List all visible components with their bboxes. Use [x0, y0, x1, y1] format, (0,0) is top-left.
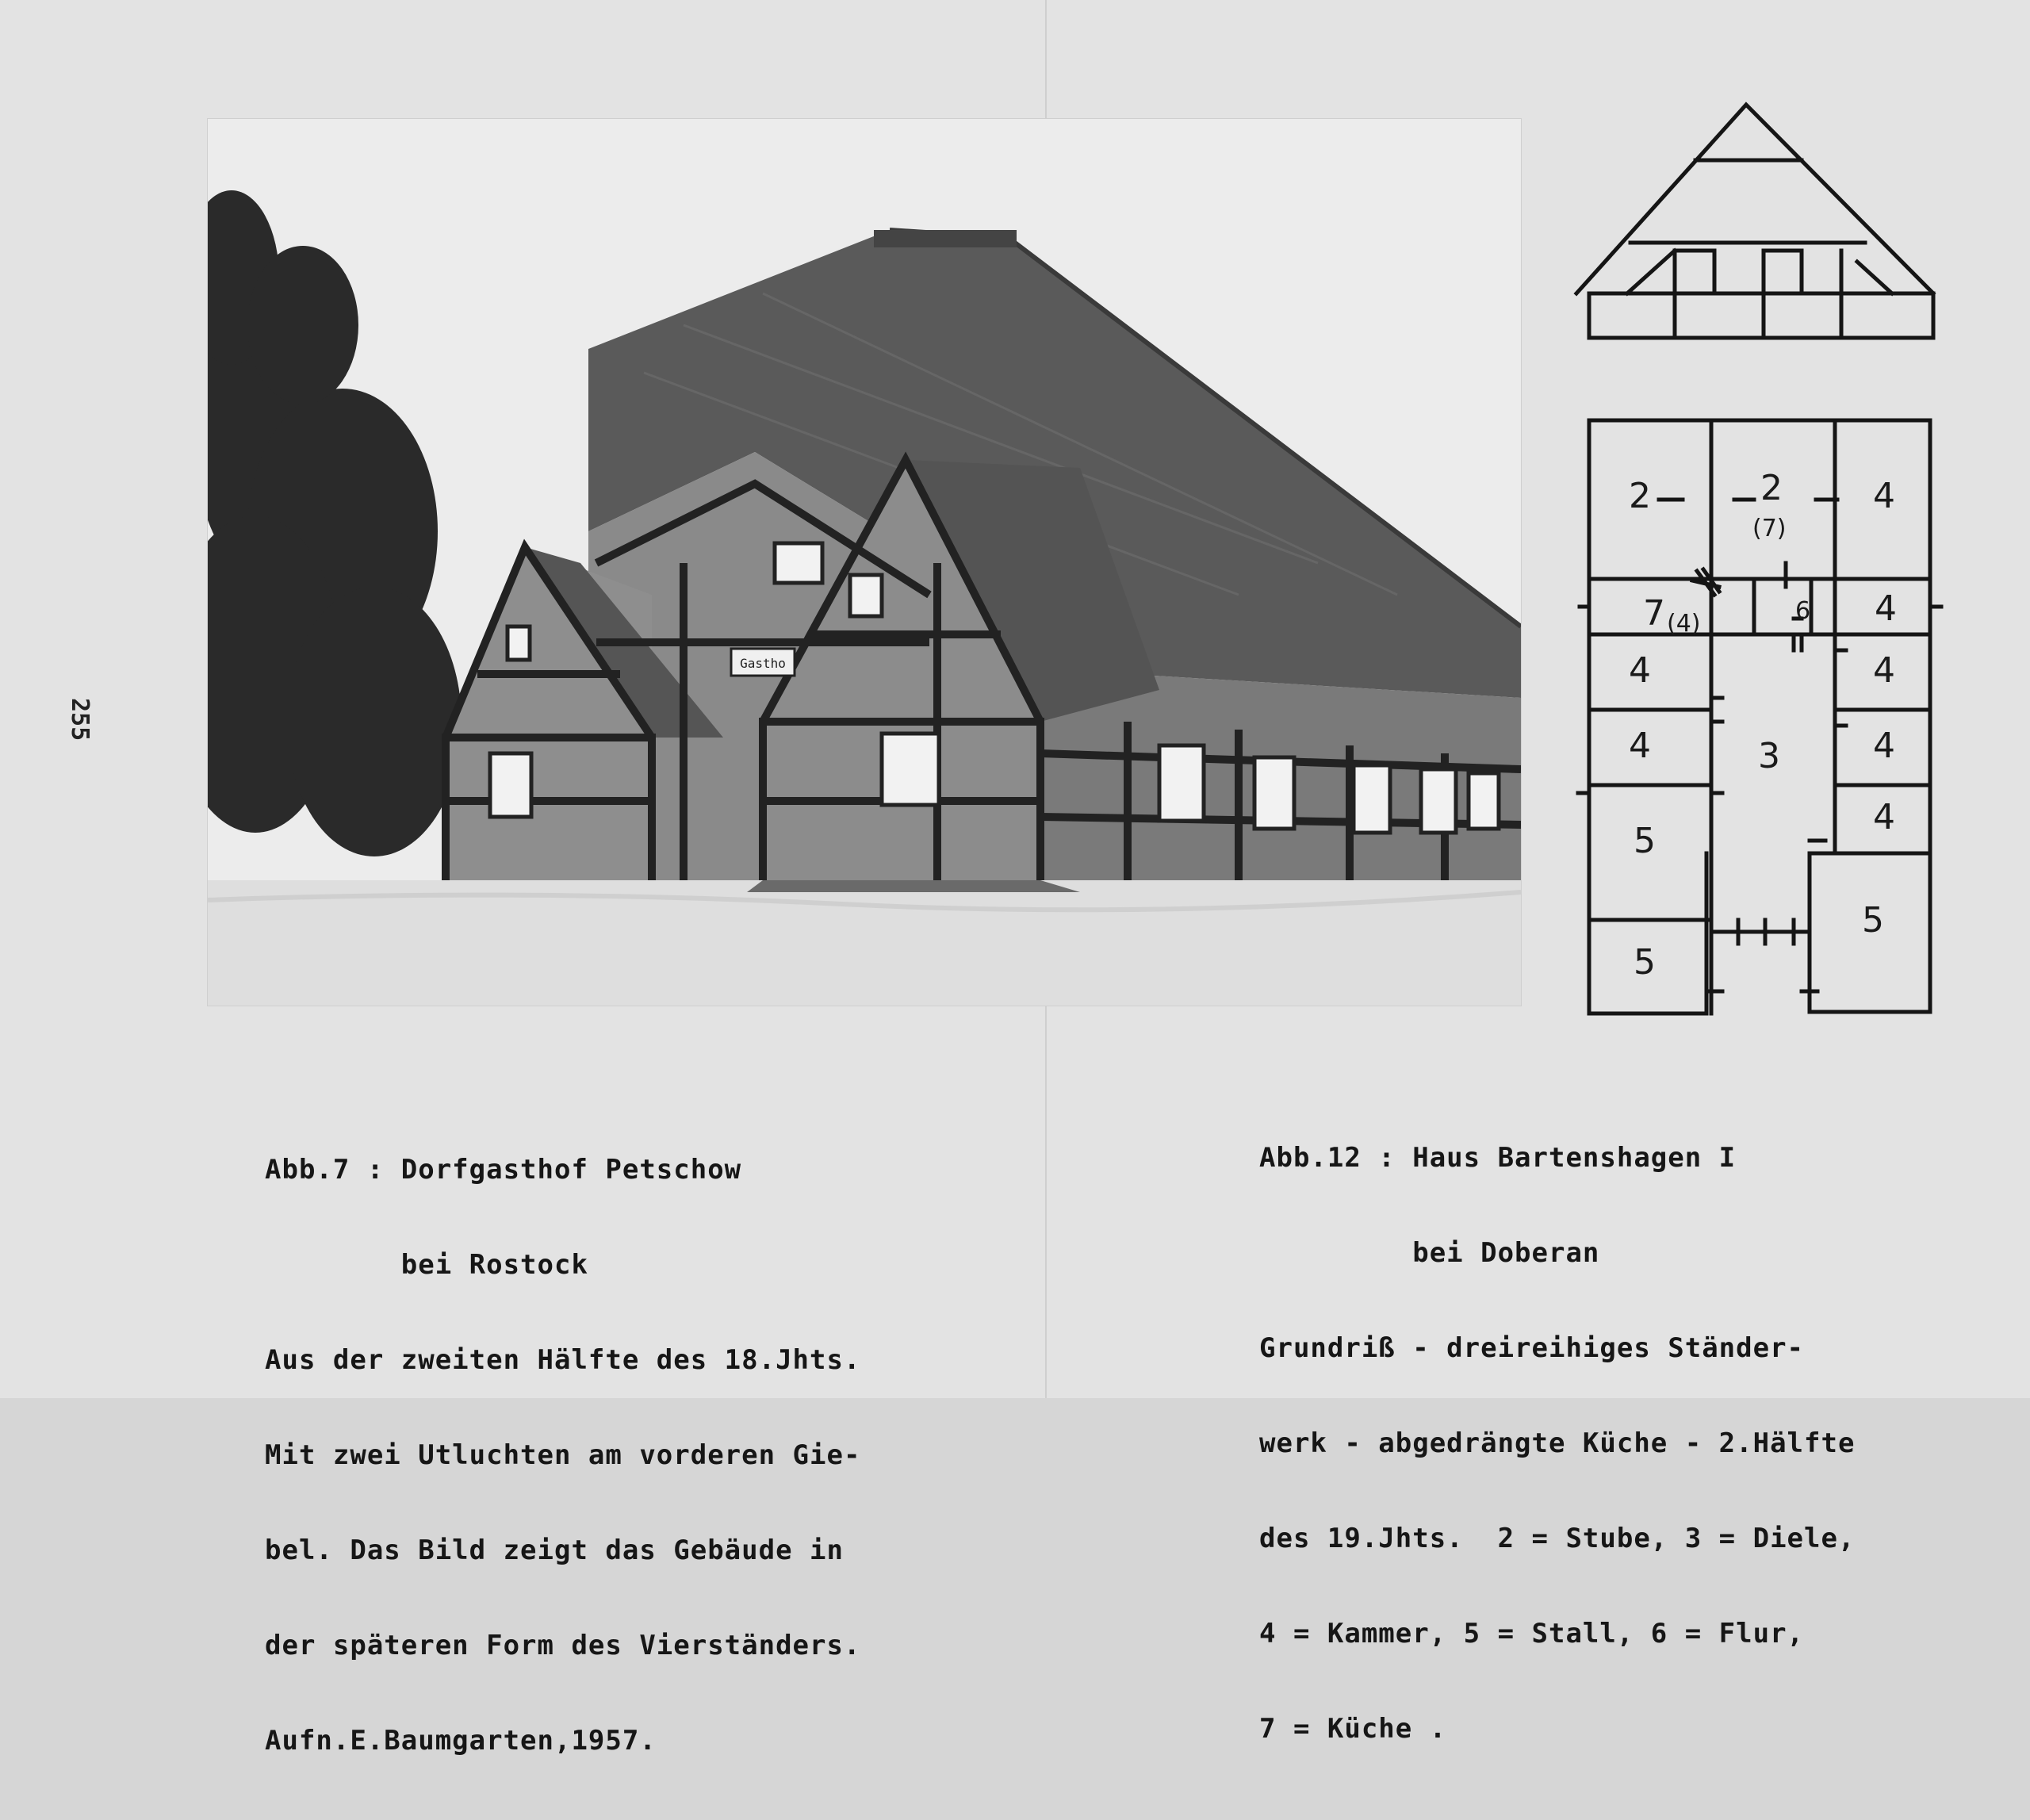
room-label: 6 — [1795, 597, 1811, 625]
photo-dorfgasthof-petschow — [208, 119, 1521, 1006]
room-label: 4 — [1629, 726, 1651, 766]
caption-line: des 19.Jhts. 2 = Stube, 3 = Diele, — [1259, 1523, 1856, 1554]
room-label: 5 — [1634, 942, 1656, 983]
room-label: 4 — [1629, 650, 1651, 691]
room-label: 5 — [1862, 900, 1884, 941]
room-label: 4 — [1875, 588, 1897, 629]
room-label: 4 — [1873, 650, 1895, 691]
caption-line: werk - abgedrängte Küche - 2.Hälfte — [1259, 1427, 1856, 1459]
room-label: 4 — [1873, 476, 1895, 516]
room-label: 4 — [1873, 726, 1895, 766]
caption-line: Aus der zweiten Hälfte des 18.Jhts. — [265, 1344, 861, 1376]
page-number: 255 — [66, 698, 94, 741]
caption-line: bei Doberan — [1259, 1237, 1600, 1269]
caption-line: bei Rostock — [265, 1249, 588, 1281]
caption-line: Abb.12 : Haus Bartenshagen I — [1259, 1142, 1737, 1174]
caption-line: der späteren Form des Vierständers. — [265, 1630, 861, 1661]
room-label: 3 — [1758, 736, 1780, 776]
caption-line: bel. Das Bild zeigt das Gebäude in — [265, 1535, 844, 1566]
caption-line: Grundriß - dreireihiges Ständer- — [1259, 1332, 1805, 1364]
caption-line: Aufn.E.Baumgarten,1957. — [265, 1725, 657, 1757]
room-label: (7) — [1752, 515, 1787, 542]
room-label: 5 — [1634, 821, 1656, 861]
caption-line: 7 = Küche . — [1259, 1713, 1447, 1745]
room-label: 4 — [1873, 797, 1895, 837]
room-label: 2 — [1629, 476, 1651, 516]
caption-abb12 — [1259, 1079, 1855, 1808]
room-label: (4) — [1667, 610, 1701, 638]
floor-plan-bartenshagen — [1564, 95, 1944, 1031]
caption-line: 4 = Kammer, 5 = Stall, 6 = Flur, — [1259, 1618, 1805, 1649]
room-label: 7 — [1643, 593, 1665, 634]
caption-abb7 — [265, 1090, 860, 1820]
caption-line: Abb.7 : Dorfgasthof Petschow — [265, 1154, 742, 1186]
caption-line: Mit zwei Utluchten am vorderen Gie- — [265, 1439, 861, 1471]
inn-sign-text: Gastho — [740, 656, 786, 671]
room-label: 2 — [1760, 468, 1783, 508]
